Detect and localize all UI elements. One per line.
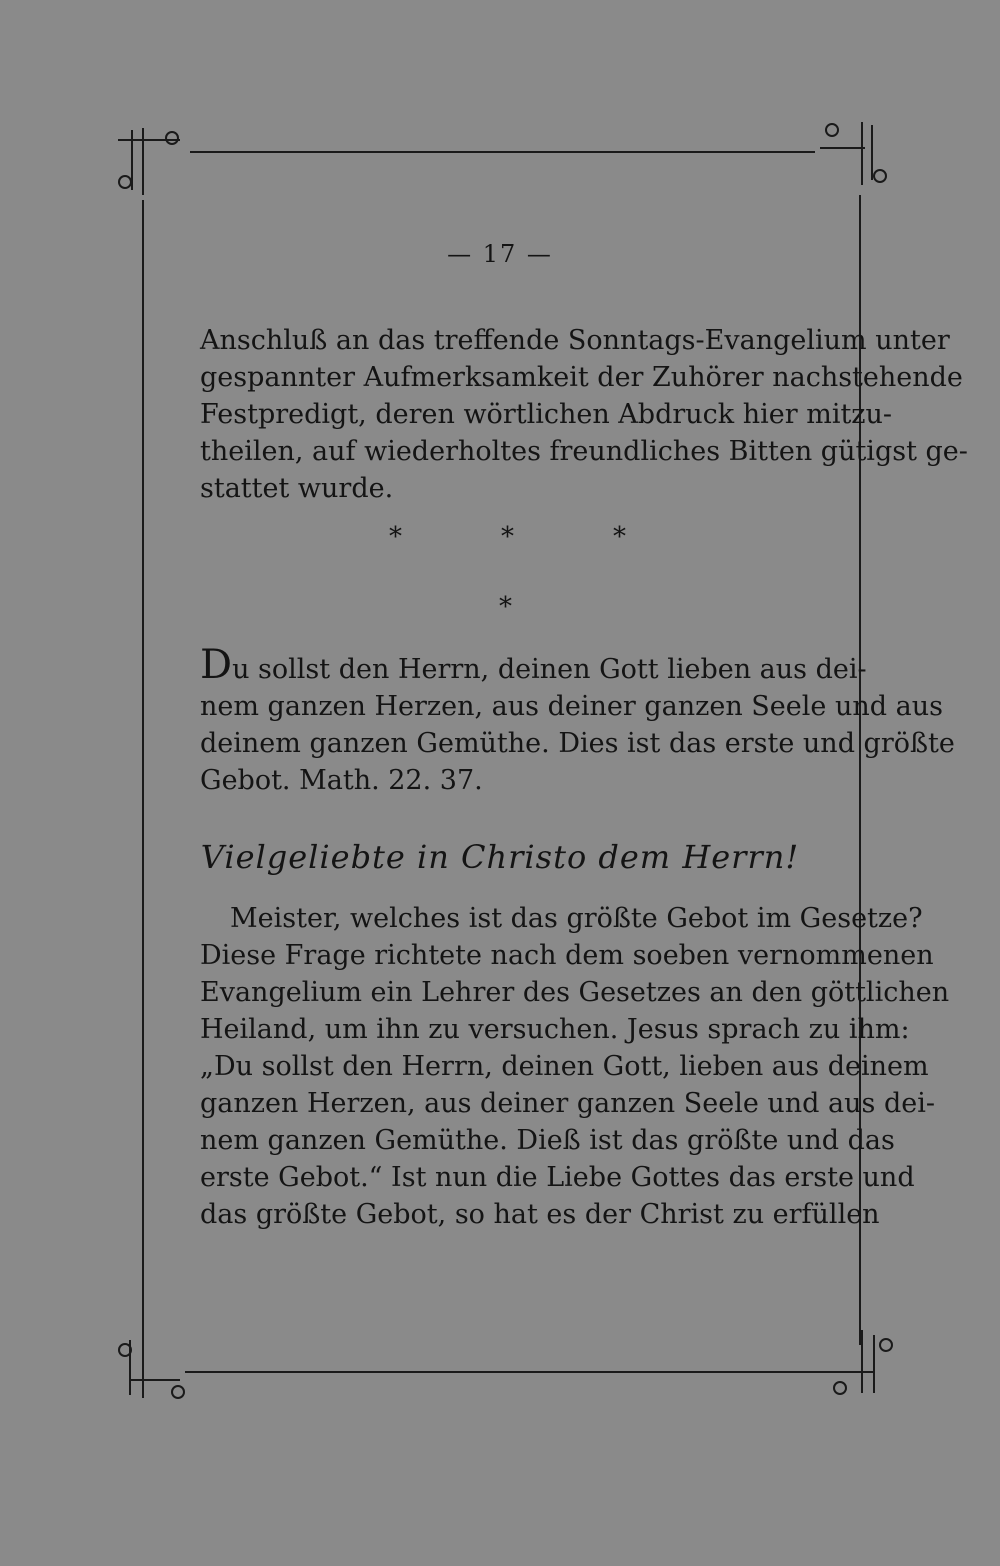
drop-initial: D: [200, 642, 233, 688]
text-line: Anschluß an das treffende Sonntags-Evangelium unter: [200, 325, 950, 356]
separator-star: *: [613, 522, 626, 552]
text-line: gespannter Aufmerksamkeit der Zuhörer nachstehende: [200, 362, 963, 393]
text-line: Heiland, um ihn zu versuchen. Jesus sprach zu ihm:: [200, 1014, 910, 1045]
salutation-heading: Vielgeliebte in Christo dem Herrn!: [200, 838, 800, 876]
intro-paragraph: [200, 322, 968, 507]
page-number: — 17 —: [447, 240, 553, 268]
sermon-body-paragraph: [200, 900, 950, 1233]
text-line: Festpredigt, deren wörtlichen Abdruck hier mitzu-: [200, 399, 893, 430]
text-line: das größte Gebot, so hat es der Christ zu erfüllen: [200, 1199, 880, 1230]
verse-line-rest: u sollst den Herrn, deinen Gott lieben aus dei-: [232, 654, 867, 685]
section-separator: [0, 522, 1000, 552]
text-line: Meister, welches ist das größte Gebot im Gesetze?: [230, 903, 923, 934]
text-line: Diese Frage richtete nach dem soeben vernommenen: [200, 940, 934, 971]
text-line: theilen, auf wiederholtes freundliches Bitten gütigst ge-: [200, 436, 968, 467]
text-line: erste Gebot.“ Ist nun die Liebe Gottes das erste und: [200, 1162, 915, 1193]
text-line: ganzen Herzen, aus deiner ganzen Seele und aus dei-: [200, 1088, 935, 1119]
text-line: nem ganzen Herzen, aus deiner ganzen Seele und aus: [200, 691, 943, 722]
text-line: [200, 642, 867, 688]
text-line: stattet wurde.: [200, 473, 394, 504]
text-line: deinem ganzen Gemüthe. Dies ist das erste und größte: [200, 728, 955, 759]
text-line: Evangelium ein Lehrer des Gesetzes an den göttlichen: [200, 977, 950, 1008]
bible-verse-paragraph: [200, 642, 955, 799]
text-line: nem ganzen Gemüthe. Dieß ist das größte und das: [200, 1125, 895, 1156]
separator-star: *: [389, 522, 402, 552]
separator-star: *: [501, 522, 514, 552]
separator-star: *: [499, 592, 512, 622]
text-line: Gebot. Math. 22. 37.: [200, 765, 483, 796]
text-line: „Du sollst den Herrn, deinen Gott, lieben aus deinem: [200, 1051, 929, 1082]
